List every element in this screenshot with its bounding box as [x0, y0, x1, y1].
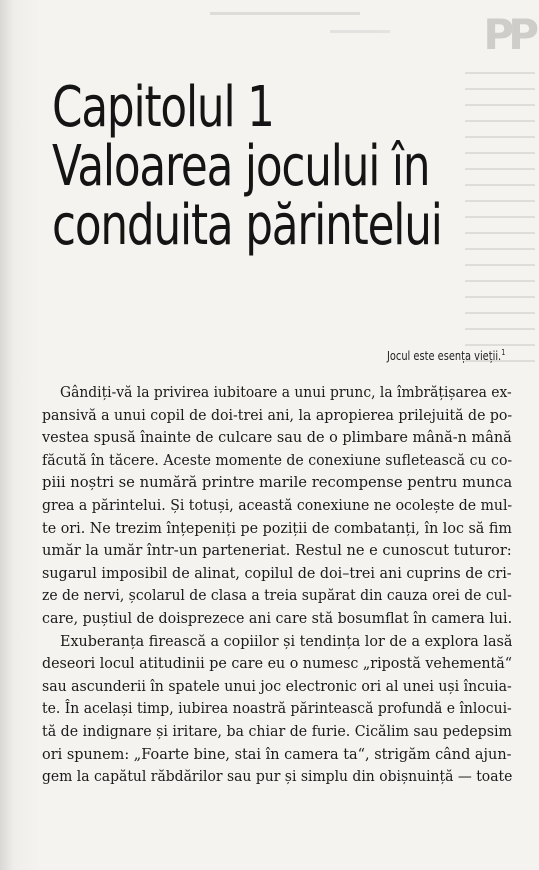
text-line: Gândiți-vă la privirea iubitoare a unui prunc, la îmbrățișarea ex-	[60, 383, 512, 401]
chapter-title-line: conduita părintelui	[52, 193, 442, 258]
text-line: tă de indignare și iritare, ba chiar de furie. Cicălim sau pedepsim	[42, 721, 512, 740]
chapter-title	[52, 75, 442, 258]
text-line: te ori. Ne trezim înțepeniți pe poziții de combatanți, în loc să fim	[42, 518, 512, 537]
text-line: sugarul imposibil de alinat, copilul de doi–trei ani cuprins de cri-	[42, 563, 512, 582]
text-line: care, puștiul de doisprezece ani care stă bosumflat în camera lui.	[42, 608, 513, 627]
text-line: te. În același timp, iubirea noastră părintească profundă e înlocui-	[42, 699, 512, 718]
text-line: ze de nervi, școlarul de clasa a treia supărat din cauza orei de cul-	[42, 586, 512, 605]
text-line: grea a părintelui. Și totuși, această conexiune ne ocolește de mul-	[42, 495, 513, 514]
text-line: pansivă a unui copil de doi-trei ani, la apropierea prilejuită de po-	[42, 405, 513, 424]
text-line: gem la capătul răbdărilor sau pur și simplu din obișnuință — toate	[42, 767, 513, 786]
text-line: deseori locul atitudinii pe care eu o numesc „ripostă vehementă“	[42, 654, 513, 673]
bleed-through-header	[150, 8, 380, 38]
bleed-through-lines	[465, 72, 535, 392]
footnote-marker: 1	[500, 348, 505, 357]
text-line: piii noștri se numără printre marile recompense pentru munca	[42, 473, 513, 492]
bleed-through-mark: PP	[483, 10, 533, 59]
text-line: făcută în tăcere. Aceste momente de conexiune sufletească cu co-	[42, 450, 513, 469]
chapter-title-line: Valoarea jocului în	[52, 134, 430, 199]
text-line: umăr la umăr într-un parteneriat. Restul ne e cunoscut tuturor:	[42, 541, 512, 560]
paragraph	[42, 630, 512, 788]
text-line: ori spunem: „Foarte bine, stai în camera ta“, strigăm când ajun-	[42, 744, 512, 763]
epigraph	[387, 348, 505, 363]
text-line: vestea spusă înainte de culcare sau de o plimbare mână-n mână	[42, 428, 512, 447]
text-line: sau ascunderii în spatele unui joc electronic ori al unei uși încuia-	[42, 676, 512, 695]
epigraph-text: Jocul este esența vieții.	[386, 349, 501, 363]
text-line: Exuberanța firească a copiilor și tendința lor de a explora lasă	[60, 631, 513, 650]
body-text	[42, 381, 512, 788]
chapter-title-line: Capitolul 1	[52, 75, 274, 140]
paragraph	[42, 381, 512, 630]
